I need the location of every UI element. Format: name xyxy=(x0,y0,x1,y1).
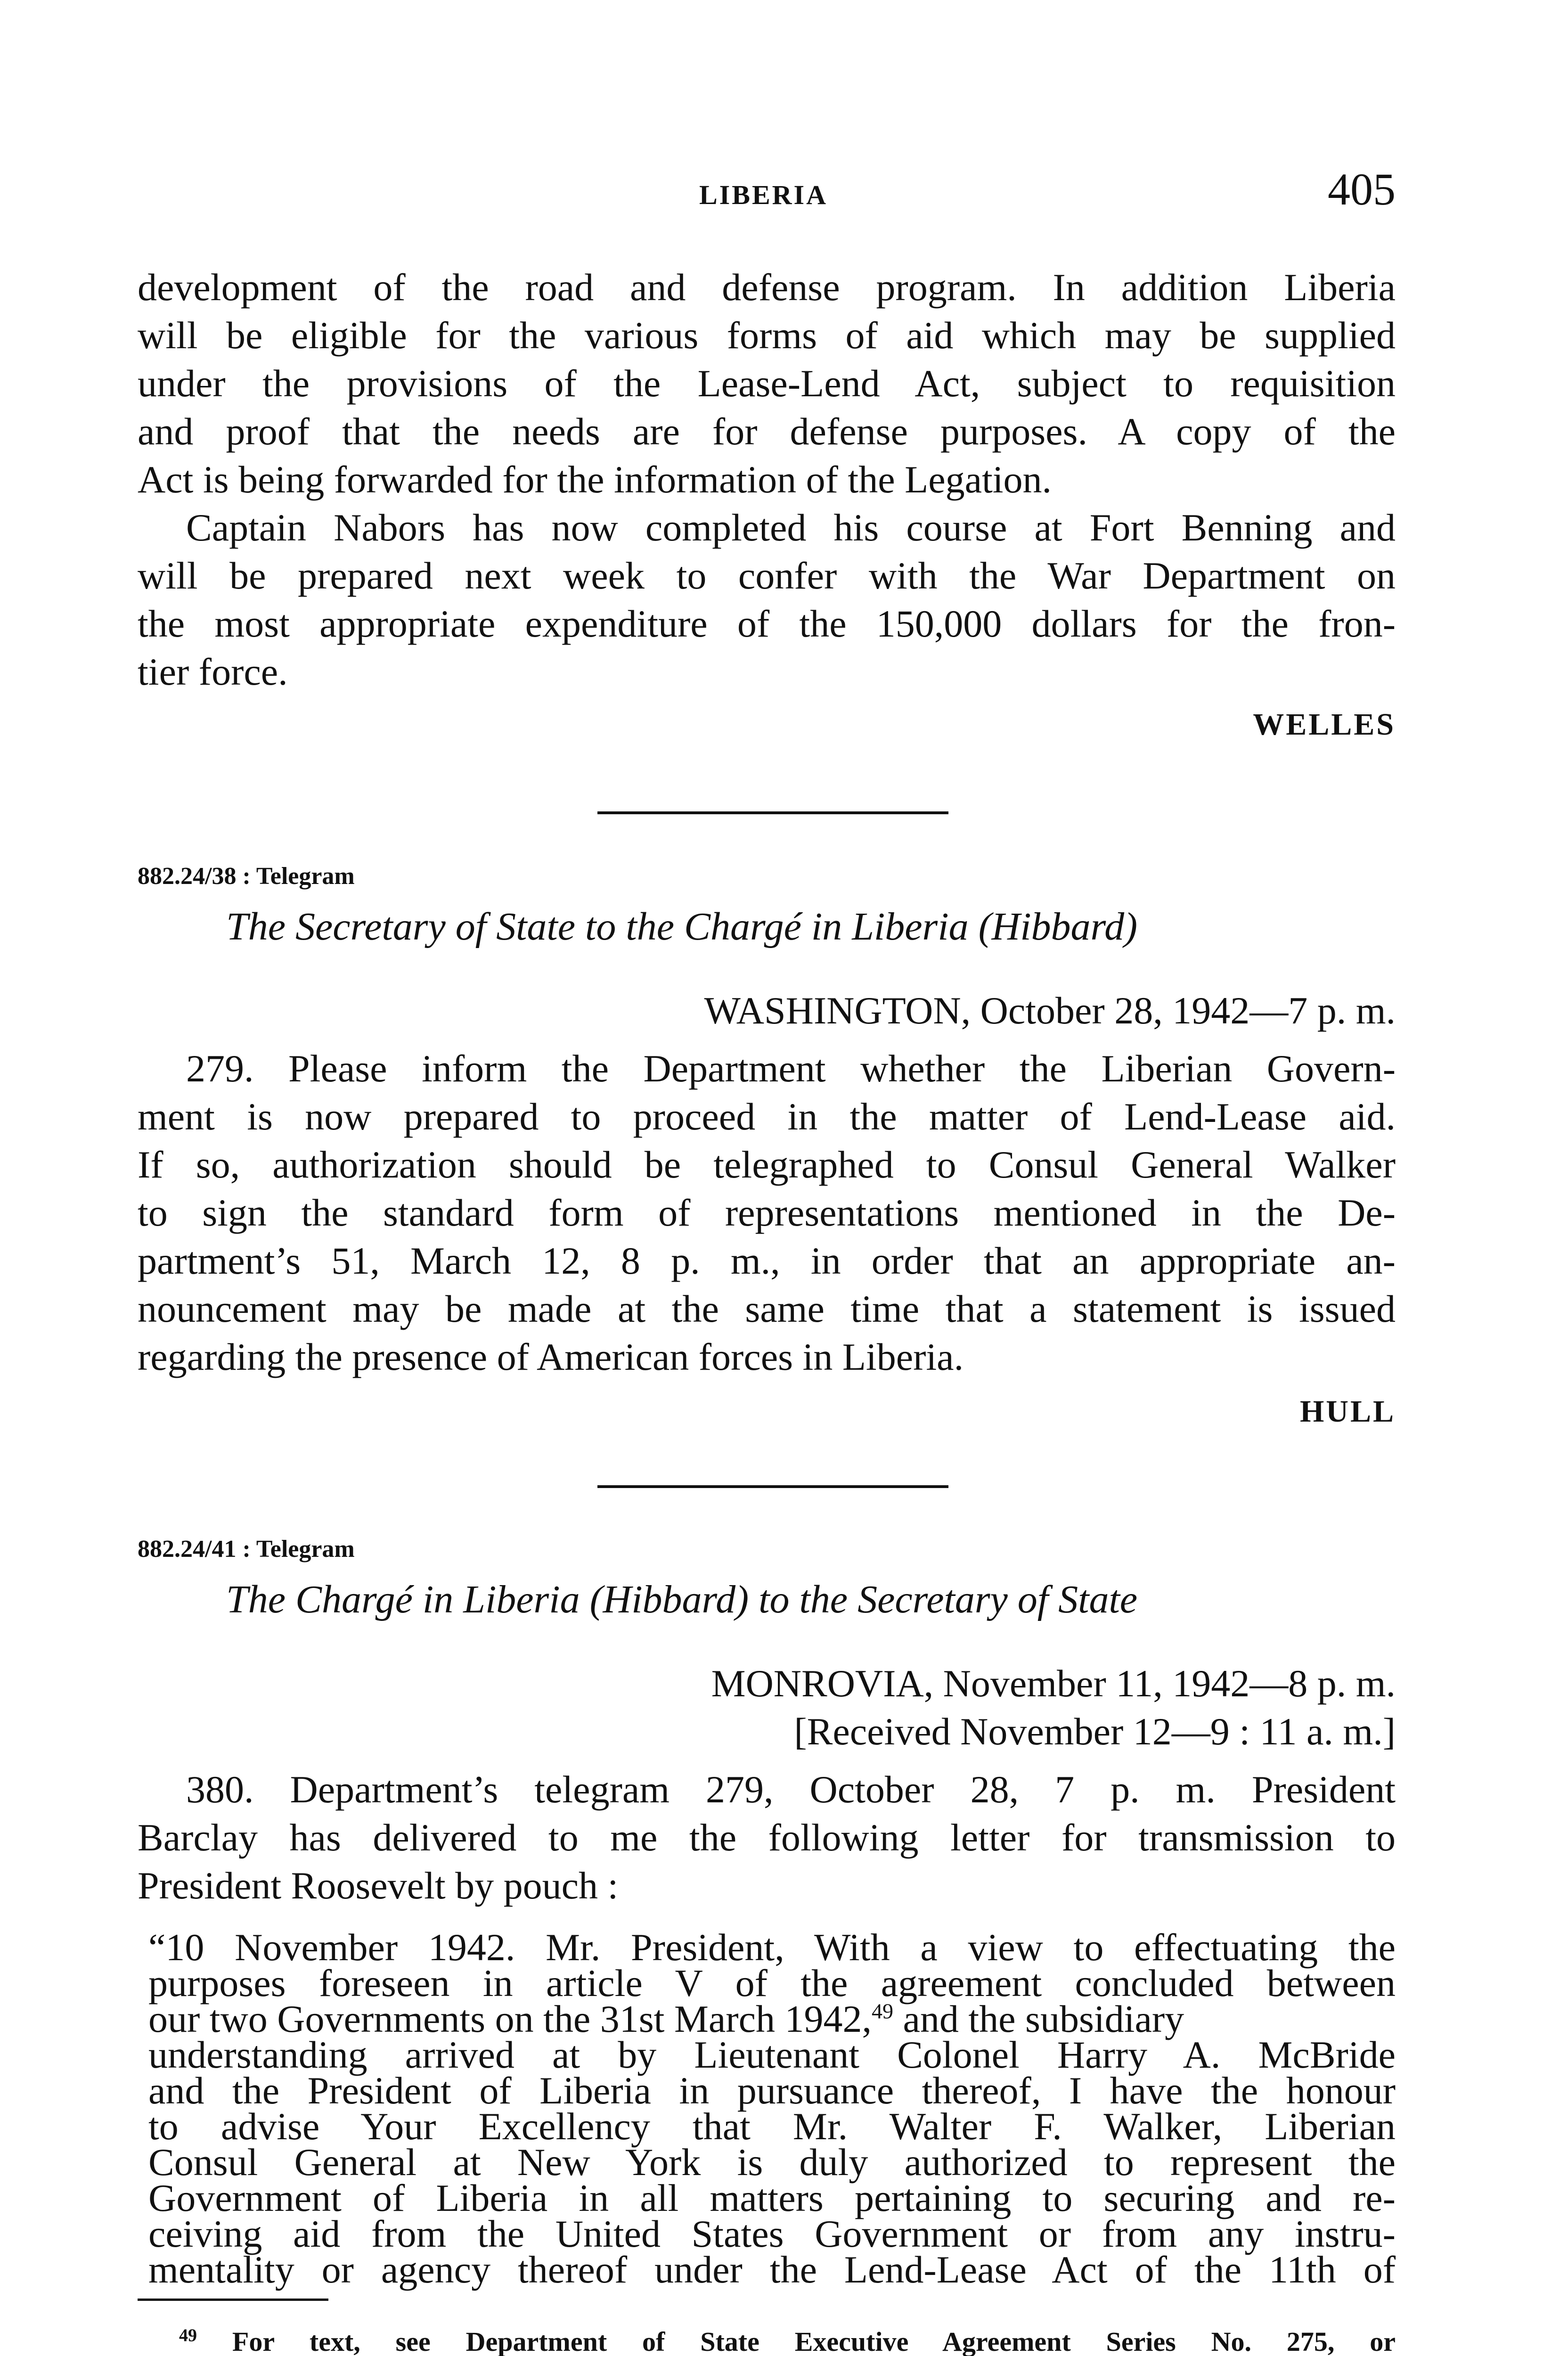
footnote-divider xyxy=(138,2299,328,2301)
quote-line: understanding arrived at by Lieutenant Colonel Harry A. McBride xyxy=(148,2033,1396,2076)
body-line: to sign the standard form of representations mentioned in the De- xyxy=(138,1191,1396,1234)
body-line: Barclay has delivered to me the following letter for transmission to xyxy=(138,1816,1396,1859)
quote-line: purposes foreseen in article V of the agreement concluded between xyxy=(148,1962,1396,2004)
body-line: tier force. xyxy=(138,650,288,693)
quote-line: to advise Your Excellency that Mr. Walter F. Walker, Liberian xyxy=(148,2105,1396,2148)
section-divider xyxy=(597,811,948,814)
body-line: 380. Department’s telegram 279, October 28, 7 p. m. President xyxy=(186,1768,1396,1811)
body-line: and proof that the needs are for defense purposes. A copy of the xyxy=(138,410,1396,453)
signature-hull: HULL xyxy=(1299,1394,1396,1429)
body-line: the most appropriate expenditure of the 150,000 dollars for the fron- xyxy=(138,602,1396,645)
quote-line: Consul General at New York is duly authorized to represent the xyxy=(148,2141,1396,2184)
body-line: will be prepared next week to confer with the War Department on xyxy=(138,554,1396,597)
dateline: MONROVIA, November 11, 1942—8 p. m. xyxy=(711,1662,1396,1705)
dateline: WASHINGTON, October 28, 1942—7 p. m. xyxy=(704,989,1396,1032)
quote-line: “10 November 1942. Mr. President, With a view to effectuating the xyxy=(148,1926,1396,1969)
body-line: President Roosevelt by pouch : xyxy=(138,1864,619,1907)
page-number: 405 xyxy=(1328,164,1396,214)
document-title: The Secretary of State to the Chargé in Liberia (Hibbard) xyxy=(226,905,1138,949)
quote-line: ceiving aid from the United States Government or from any instru- xyxy=(148,2212,1396,2255)
file-reference: 882.24/41 : Telegram xyxy=(138,1536,355,1562)
signature-welles: WELLES xyxy=(1253,707,1396,742)
body-line: regarding the presence of American forces in Liberia. xyxy=(138,1335,964,1378)
body-line: development of the road and defense program. In addition Liberia xyxy=(138,266,1396,309)
footnote-marker[interactable]: 49 xyxy=(871,1999,893,2023)
running-head: LIBERIA xyxy=(699,180,828,210)
file-reference: 882.24/38 : Telegram xyxy=(138,863,355,890)
document-title: The Chargé in Liberia (Hibbard) to the Secretary of State xyxy=(226,1578,1138,1621)
quote-line: Government of Liberia in all matters pertaining to securing and re- xyxy=(148,2176,1396,2219)
body-line: If so, authorization should be telegraphed to Consul General Walker xyxy=(138,1143,1396,1186)
body-line: partment’s 51, March 12, 8 p. m., in order that an appropriate an- xyxy=(138,1239,1396,1282)
footnote-line xyxy=(179,2325,1396,2356)
body-line: Captain Nabors has now completed his course at Fort Benning and xyxy=(186,506,1396,549)
body-line: ment is now prepared to proceed in the matter of Lend-Lease aid. xyxy=(138,1095,1396,1138)
body-line: nouncement may be made at the same time that a statement is issued xyxy=(138,1287,1396,1330)
body-line: will be eligible for the various forms of aid which may be supplied xyxy=(138,314,1396,357)
quote-segment: our two Governments on the 31st March 1942, xyxy=(148,1997,872,2040)
footnote-number: 49 xyxy=(179,2325,197,2346)
quote-line-with-footnote xyxy=(148,1997,1396,2040)
body-line: 279. Please inform the Department whether the Liberian Govern- xyxy=(186,1047,1396,1090)
section-divider xyxy=(597,1485,948,1488)
quote-segment: and the subsidiary xyxy=(903,1997,1184,2040)
body-line: under the provisions of the Lease-Lend Act, subject to requisition xyxy=(138,362,1396,405)
body-line: Act is being forwarded for the information of the Legation. xyxy=(138,458,1052,501)
footnote-text: For text, see Department of State Executive Agreement Series No. 275, or xyxy=(232,2326,1396,2356)
quote-line: and the President of Liberia in pursuance thereof, I have the honour xyxy=(148,2069,1396,2112)
received-line: [Received November 12—9 : 11 a. m.] xyxy=(794,1710,1396,1753)
quote-line: mentality or agency thereof under the Lend-Lease Act of the 11th of xyxy=(148,2248,1396,2291)
